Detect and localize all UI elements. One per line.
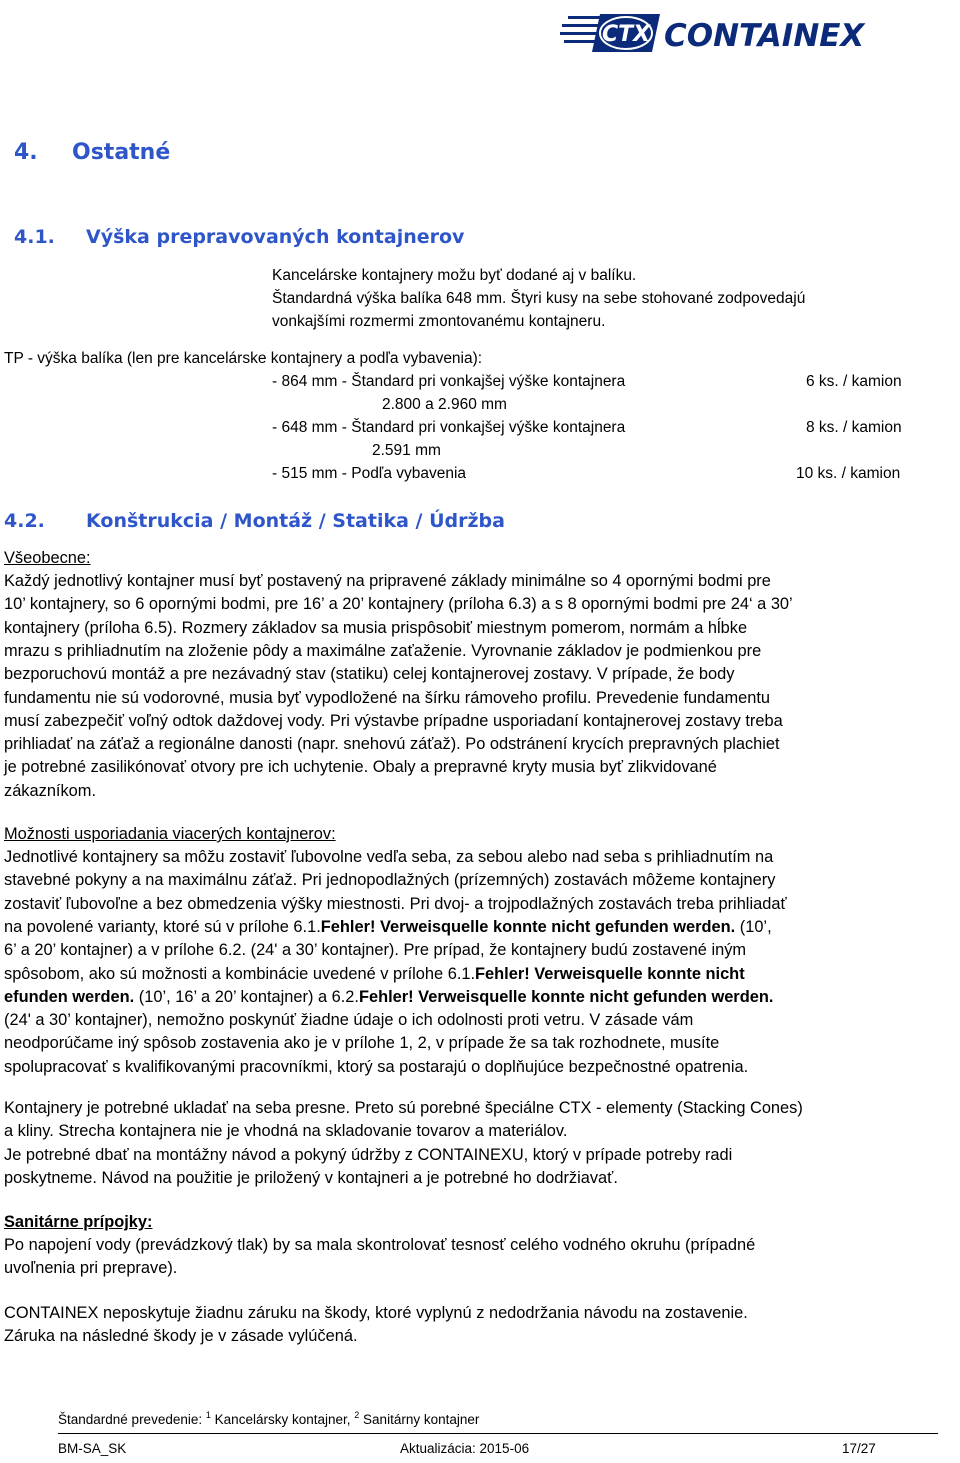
missing-reference-text: efunden werden. xyxy=(4,987,135,1006)
paragraph-line: Je potrebné dbať na montážny návod a pokyný údržby z CONTAINEXU, ktorý v prípade potreby radi xyxy=(4,1145,733,1164)
paragraph-text: spolupracovať s kvalifikovanými pracovníkmi, ktorý sa postarajú o doplňujúce bezpečnostné opatrenia. xyxy=(4,1057,749,1076)
paragraph-line xyxy=(4,963,745,986)
section-number: 4.2. xyxy=(4,510,45,532)
paragraph-line xyxy=(4,1056,748,1079)
paragraph-text: stavebné pokyny a na maximálnu záťaž. Pri jednopodlažných (prízemných) zostavách môžeme kontajnery xyxy=(4,871,776,890)
paragraph-line: CONTAINEX neposkytuje žiadnu záruku na škody, ktoré vyplynú z nedodržania návodu na zostavenie. xyxy=(4,1304,748,1322)
paragraph-line: bezporuchovú montáž a pre nezávadný stav (statiku) celej kontajnerovej zostavy. V prípade, že body xyxy=(4,665,735,684)
package-item-desc: - 515 mm - Podľa vybavenia xyxy=(272,465,467,482)
paragraph-text: 6’ a 20’ kontajner) a v prílohe 6.2. (24' a 30’ kontajner). Pre prípad, že kontajnery budú zostavené iným xyxy=(4,941,747,960)
options-heading: Možnosti usporiadania viacerých kontajnerov: xyxy=(4,825,336,843)
footnote-sup: 2 xyxy=(354,1410,360,1420)
footnote-item: Sanitárny kontajner xyxy=(363,1412,480,1427)
package-item-desc: - 648 mm - Štandard pri vonkajšej výške kontajnera xyxy=(272,419,626,436)
containex-logo xyxy=(560,8,942,64)
footnote-prefix: Štandardné prevedenie: xyxy=(58,1412,203,1427)
footnote-sup: 1 xyxy=(205,1410,211,1420)
section-number: 4.1. xyxy=(14,226,55,248)
paragraph-line: Kontajnery je potrebné ukladať na seba presne. Preto sú porebné špeciálne CTX - elementy (Stacking Cones) xyxy=(4,1099,803,1117)
footer-divider xyxy=(58,1433,938,1434)
section-heading-4-1 xyxy=(14,226,614,248)
ctx-logo-mark xyxy=(560,8,942,64)
paragraph-line: musí zabezpečiť voľný odtok daždovej vody. Pri výstavbe prípadne usporiadaní kontajnerovej zostavy treba xyxy=(4,711,783,730)
paragraph-text: (10’, xyxy=(735,917,772,936)
paragraph-line xyxy=(4,916,772,939)
package-item-qty: 10 ks. / kamion xyxy=(796,465,901,482)
paragraph-text: spôsobom, ako sú možnosti a kombinácie uvedené v prílohe 6.1. xyxy=(4,964,476,983)
paragraph-line: prihliadať na záťaž a regionálne danosti (napr. snehovú záťaž). Po odstránení krycích prepravných plachiet xyxy=(4,735,780,754)
intro-line: vonkajšími rozmermi zmontovanému kontajneru. xyxy=(272,313,606,330)
paragraph-line: uvoľnenia pri preprave). xyxy=(4,1259,178,1278)
paragraph-line: poskytneme. Návod na použitie je priložený v kontajneri a je potrebné ho dodržiavať. xyxy=(4,1168,618,1187)
package-item-sub: 2.800 a 2.960 mm xyxy=(382,396,507,413)
paragraph-text: (24' a 30’ kontajner), nemožno poskynúť žiadne údaje o ich odolnosti proti vetru. V zásade vám xyxy=(4,1011,694,1030)
package-item-sub: 2.591 mm xyxy=(372,442,441,459)
paragraph-line xyxy=(4,939,746,962)
paragraph-line: fundamentu nie sú vodorovné, musia byť vypodložené na šírku rámoveho profilu. Prevedenie fundamentu xyxy=(4,688,771,707)
paragraph-line: a kliny. Strecha kontajnera nie je vhodná na skladovanie tovarov a materiálov. xyxy=(4,1122,568,1141)
footnote-item: Kancelársky kontajner, xyxy=(214,1412,351,1427)
package-item-qty: 6 ks. / kamion xyxy=(806,373,902,390)
paragraph-line: Záruka na následné škody je v zásade vylúčená. xyxy=(4,1327,358,1346)
paragraph-line xyxy=(4,1032,719,1055)
paragraph-line xyxy=(4,893,787,916)
paragraph-line: Každý jednotlivý kontajner musí byť postavený na pripravené základy minimálne so 4 opornými bodmi pre xyxy=(4,572,771,590)
tp-line: TP - výška balíka (len pre kancelárske kontajnery a podľa vybavenia): xyxy=(4,350,483,367)
section-title: Konštrukcia / Montáž / Statika / Údržba xyxy=(86,510,505,532)
paragraph-text: neodporúčame iný spôsob zostavenia ako je v prílohe 1, 2, v prípade že sa tak rozhodnete, musíte xyxy=(4,1034,720,1053)
missing-reference-text: Fehler! Verweisquelle konnte nicht gefunden werden. xyxy=(358,987,774,1006)
section-heading-4-2 xyxy=(4,510,704,532)
paragraph-line: kontajnery (príloha 6.5). Rozmery základov sa musia prispôsobiť miestnym pomerom, normám a hĺbke xyxy=(4,618,748,637)
footer-doc-code: BM-SA_SK xyxy=(58,1441,127,1456)
paragraph-line xyxy=(4,846,773,869)
paragraph-line: Po napojení vody (prevádzkový tlak) by sa mala skontrolovať tesnosť celého vodného okruhu (prípadné xyxy=(4,1236,756,1254)
paragraph-text: (10’, 16’ a 20’ kontajner) a 6.2. xyxy=(134,987,359,1006)
section-heading-4 xyxy=(14,140,171,165)
section-title: Výška prepravovaných kontajnerov xyxy=(86,226,465,248)
footer-page-number: 17/27 xyxy=(842,1441,876,1456)
paragraph-line: zákazníkom. xyxy=(4,781,97,800)
svg-text:CONTAINEX: CONTAINEX xyxy=(664,18,865,54)
missing-reference-text: Fehler! Verweisquelle konnte nicht gefunden werden. xyxy=(320,917,736,936)
paragraph-text: na povolené varianty, ktoré sú v prílohe 6.1. xyxy=(4,917,321,936)
paragraph-line xyxy=(4,986,773,1009)
paragraph-line xyxy=(4,869,775,892)
paragraph-text: Jednotlivé kontajnery sa môžu zostaviť ľubovolne vedľa seba, za sebou alebo nad seba s prihliadnutím na xyxy=(4,848,774,866)
intro-line: Kancelárske kontajnery možu byť dodané aj v balíku. xyxy=(272,267,637,284)
package-item-qty: 8 ks. / kamion xyxy=(806,419,902,436)
missing-reference-text: Fehler! Verweisquelle konnte nicht xyxy=(475,964,745,983)
paragraph-line: mrazu s prihliadnutím na zloženie pôdy a maximálne zaťaženie. Vyrovnanie základov je podmienkou pre xyxy=(4,641,762,660)
paragraph-line: je potrebné zasilikónovať otvory pre ich uchytenie. Obaly a prepravné kryty musia byť zlikvidované xyxy=(4,758,717,777)
section-title: Ostatné xyxy=(72,140,171,165)
paragraph-line: 10’ kontajnery, so 6 opornými bodmi, pre 16’ a 20’ kontajnery (príloha 6.3) a s 8 opornými bodmi pre 24‘ a 30’ xyxy=(4,595,793,614)
intro-line: Štandardná výška balíka 648 mm. Štyri kusy na sebe stohované zodpovedajú xyxy=(272,290,806,307)
sanitary-heading: Sanitárne prípojky: xyxy=(4,1213,153,1231)
footnote xyxy=(58,1410,479,1427)
svg-text:CTX: CTX xyxy=(601,22,651,47)
general-heading: Všeobecne: xyxy=(4,549,91,567)
section-number: 4. xyxy=(14,140,38,165)
footer-updated: Aktualizácia: 2015-06 xyxy=(400,1441,530,1456)
paragraph-line xyxy=(4,1009,693,1032)
paragraph-text: zostaviť ľubovoľne a bez obmedzenia výšky miestnosti. Pri dvoj- a trojpodlažných zostavách treba prihliadať xyxy=(4,894,787,913)
package-item-desc: - 864 mm - Štandard pri vonkajšej výške kontajnera xyxy=(272,373,626,390)
